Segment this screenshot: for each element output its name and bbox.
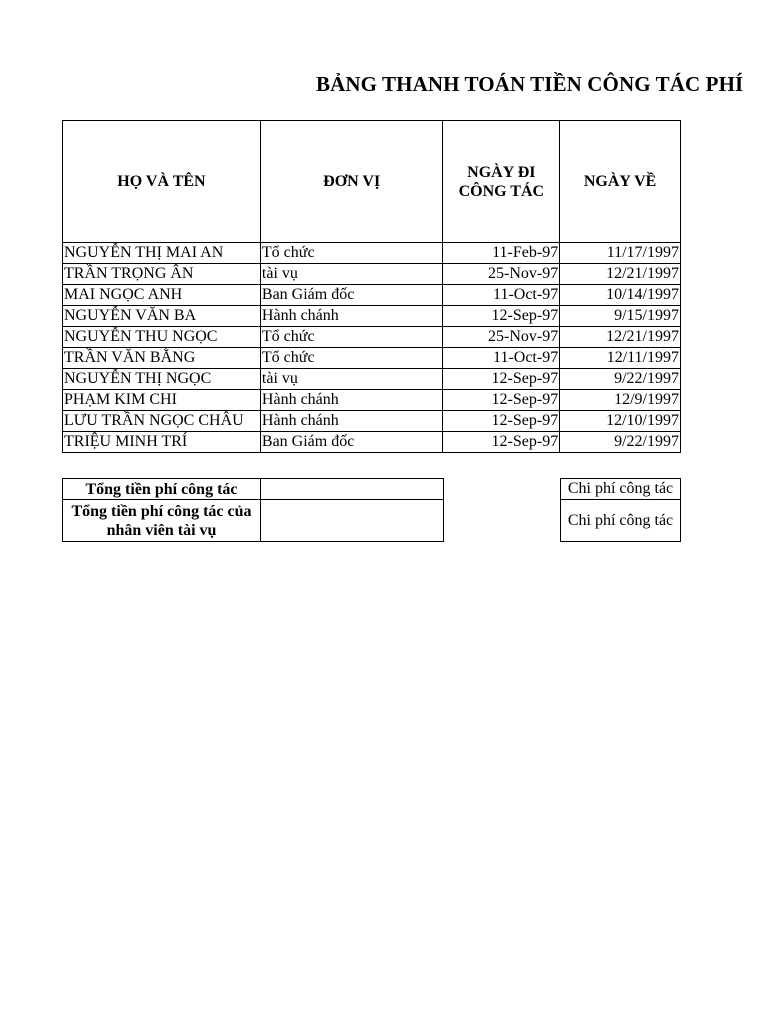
cell-name[interactable]: TRẦN TRỌNG ÂN: [63, 264, 261, 285]
table-row: [63, 348, 681, 369]
cell-depart-date[interactable]: 11-Oct-97: [443, 285, 560, 306]
header-depart-date[interactable]: NGÀY ĐI CÔNG TÁC: [443, 121, 560, 243]
cell-depart-date[interactable]: 12-Sep-97: [443, 411, 560, 432]
cell-depart-date[interactable]: 12-Sep-97: [443, 306, 560, 327]
cell-name[interactable]: TRIỆU MINH TRÍ: [63, 432, 261, 453]
cell-name[interactable]: NGUYỄN THU NGỌC: [63, 327, 261, 348]
cell-return-date[interactable]: 12/21/1997: [560, 327, 681, 348]
summary-total-row: [63, 479, 444, 500]
cell-unit[interactable]: Tổ chức: [260, 348, 443, 369]
page-title: BẢNG THANH TOÁN TIỀN CÔNG TÁC PHÍ: [316, 72, 744, 96]
cell-depart-date[interactable]: 11-Feb-97: [443, 243, 560, 264]
cell-return-date[interactable]: 12/11/1997: [560, 348, 681, 369]
cell-return-date[interactable]: 12/21/1997: [560, 264, 681, 285]
cost-table: [560, 478, 681, 542]
header-unit[interactable]: ĐƠN VỊ: [260, 121, 443, 243]
cell-return-date[interactable]: 9/15/1997: [560, 306, 681, 327]
cell-depart-date[interactable]: 25-Nov-97: [443, 327, 560, 348]
cell-depart-date[interactable]: 12-Sep-97: [443, 432, 560, 453]
cell-name[interactable]: NGUYỄN THỊ MAI AN: [63, 243, 261, 264]
cell-return-date[interactable]: 9/22/1997: [560, 369, 681, 390]
cell-unit[interactable]: Hành chánh: [260, 390, 443, 411]
table-row: [63, 306, 681, 327]
table-header-row: [63, 121, 681, 243]
cell-name[interactable]: NGUYỄN VĂN BA: [63, 306, 261, 327]
table-row: [63, 243, 681, 264]
cell-unit[interactable]: Hành chánh: [260, 411, 443, 432]
table-row: [63, 285, 681, 306]
table-row: [63, 390, 681, 411]
cell-unit[interactable]: tài vụ: [260, 369, 443, 390]
payment-table: [62, 120, 681, 453]
table-row: [63, 327, 681, 348]
total-cost-value[interactable]: [261, 479, 444, 500]
table-row: [63, 411, 681, 432]
cell-depart-date[interactable]: 12-Sep-97: [443, 369, 560, 390]
summary-finance-row: [63, 500, 444, 542]
header-name[interactable]: HỌ VÀ TÊN: [63, 121, 261, 243]
cell-unit[interactable]: tài vụ: [260, 264, 443, 285]
summary-table: [62, 478, 444, 542]
cell-unit[interactable]: Hành chánh: [260, 306, 443, 327]
cell-depart-date[interactable]: 11-Oct-97: [443, 348, 560, 369]
cell-depart-date[interactable]: 25-Nov-97: [443, 264, 560, 285]
cell-return-date[interactable]: 10/14/1997: [560, 285, 681, 306]
total-cost-label[interactable]: Tổng tiền phí công tác: [63, 479, 261, 500]
cell-return-date[interactable]: 12/10/1997: [560, 411, 681, 432]
cell-return-date[interactable]: 11/17/1997: [560, 243, 681, 264]
cell-unit[interactable]: Tổ chức: [260, 243, 443, 264]
cell-depart-date[interactable]: 12-Sep-97: [443, 390, 560, 411]
cost-label-2[interactable]: Chi phí công tác: [561, 500, 681, 542]
finance-cost-label[interactable]: Tổng tiền phí công tác của nhân viên tài vụ: [63, 500, 261, 542]
header-return-date[interactable]: NGÀY VỀ: [560, 121, 681, 243]
cell-unit[interactable]: Ban Giám đốc: [260, 285, 443, 306]
cell-return-date[interactable]: 12/9/1997: [560, 390, 681, 411]
table-row: [63, 432, 681, 453]
cell-unit[interactable]: Ban Giám đốc: [260, 432, 443, 453]
cell-return-date[interactable]: 9/22/1997: [560, 432, 681, 453]
cost-label-1[interactable]: Chi phí công tác: [561, 479, 681, 500]
cell-unit[interactable]: Tổ chức: [260, 327, 443, 348]
cell-name[interactable]: MAI NGỌC ANH: [63, 285, 261, 306]
cost-row-1: [561, 479, 681, 500]
cost-row-2: [561, 500, 681, 542]
cell-name[interactable]: TRẦN VĂN BẰNG: [63, 348, 261, 369]
cell-name[interactable]: NGUYỄN THỊ NGỌC: [63, 369, 261, 390]
table-row: [63, 369, 681, 390]
table-row: [63, 264, 681, 285]
cell-name[interactable]: LƯU TRẦN NGỌC CHÂU: [63, 411, 261, 432]
cell-name[interactable]: PHẠM KIM CHI: [63, 390, 261, 411]
finance-cost-value[interactable]: [261, 500, 444, 542]
